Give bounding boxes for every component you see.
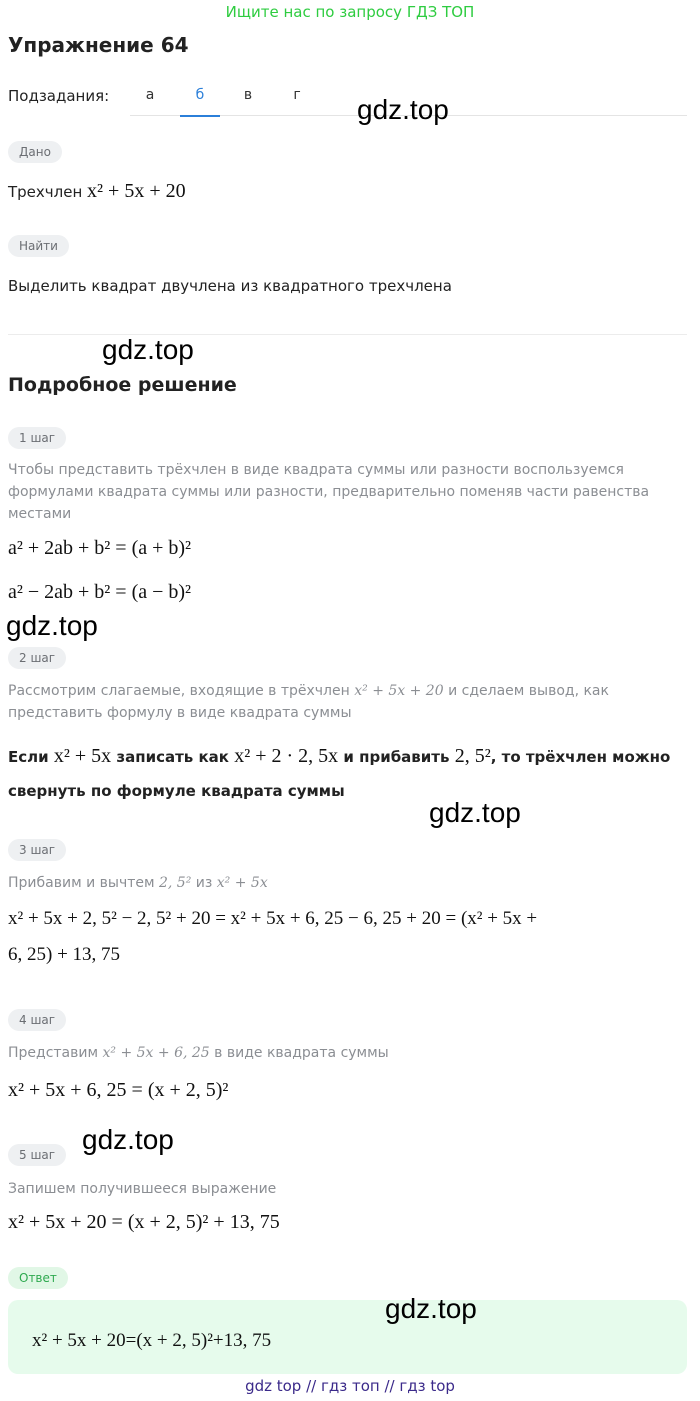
step3-text-b: из bbox=[191, 875, 217, 891]
watermark: gdz.top bbox=[6, 610, 98, 641]
watermark: gdz.top bbox=[429, 797, 521, 828]
step2-bold-b: записать как bbox=[111, 748, 235, 766]
find-text: Выделить квадрат двучлена из квадратного трехчлена bbox=[8, 277, 452, 295]
step1-eq1: a² + 2ab + b² = (a + b)² bbox=[8, 537, 192, 559]
watermark: gdz.top bbox=[102, 334, 194, 365]
step2-text-a: Рассмотрим слагаемые, входящие в трёхчлен bbox=[8, 683, 355, 699]
step1-text: Чтобы представить трёхчлен в виде квадрата суммы или разности воспользуемся формулами квадрата суммы или разности, предварительно поменяв части равенства местами bbox=[8, 462, 650, 522]
tab-v[interactable]: в bbox=[243, 87, 253, 103]
given-text bbox=[8, 180, 186, 203]
step2-bold-c: и прибавить bbox=[338, 748, 455, 766]
answer-eq: x² + 5x + 20=(x + 2, 5)²+13, 75 bbox=[32, 1330, 272, 1351]
step2-expr: x² + 5x + 20 bbox=[354, 683, 444, 699]
page-title: Упражнение 64 bbox=[8, 33, 189, 57]
step4-pill: 4 шаг bbox=[8, 1009, 66, 1031]
solution-title: Подробное решение bbox=[8, 374, 237, 396]
step2-bold-a: Если bbox=[8, 748, 54, 766]
step5-text: Запишем получившееся выражение bbox=[8, 1181, 277, 1197]
step2-text bbox=[8, 680, 673, 724]
step1-eq2: a² − 2ab + b² = (a − b)² bbox=[8, 581, 192, 603]
step3-expr1: 2, 5² bbox=[159, 875, 192, 891]
tab-b[interactable]: б bbox=[180, 87, 220, 117]
step4-text bbox=[8, 1042, 389, 1064]
step4-text-b: в виде квадрата суммы bbox=[209, 1045, 389, 1061]
step5-pill: 5 шаг bbox=[8, 1144, 66, 1166]
step2-bold bbox=[8, 739, 696, 808]
watermark: gdz.top bbox=[385, 1293, 477, 1324]
answer-pill: Ответ bbox=[8, 1267, 68, 1289]
step3-eq-line1: x² + 5x + 2, 5² − 2, 5² + 20 = x² + 5x + 6, 25 − 6, 25 + 20 = (x² + 5x + bbox=[8, 908, 538, 929]
watermark: gdz.top bbox=[357, 94, 449, 125]
step2-bold-expr2: x² + 2 · 2, 5x bbox=[234, 745, 339, 767]
step4-text-a: Представим bbox=[8, 1045, 103, 1061]
given-pill: Дано bbox=[8, 141, 62, 163]
given-prefix: Трехчлен bbox=[8, 183, 88, 201]
step2-bold-expr1: x² + 5x bbox=[53, 745, 112, 767]
top-banner: Ищите нас по запросу ГДЗ ТОП bbox=[225, 3, 475, 21]
step5-eq: x² + 5x + 20 = (x + 2, 5)² + 13, 75 bbox=[8, 1211, 280, 1233]
watermark: gdz.top bbox=[82, 1124, 174, 1155]
given-expr: x² + 5x + 20 bbox=[87, 180, 186, 202]
step3-eq-line2: 6, 25) + 13, 75 bbox=[8, 944, 121, 965]
step2-text-b: и сделаем вывод, как представить формулу в виде квадрата суммы bbox=[8, 683, 609, 721]
subtasks-label: Подзадания: bbox=[8, 87, 110, 105]
step3-expr2: x² + 5x bbox=[216, 875, 268, 891]
find-pill: Найти bbox=[8, 235, 69, 257]
footer-links[interactable]: gdz top // гдз топ // гдз top bbox=[245, 1377, 455, 1395]
step2-bold-d: , то трёхчлен можно свернуть по формуле квадрата суммы bbox=[8, 748, 671, 800]
step2-pill: 2 шаг bbox=[8, 647, 66, 669]
step3-text bbox=[8, 872, 268, 894]
step1-pill: 1 шаг bbox=[8, 427, 66, 449]
tab-a[interactable]: а bbox=[145, 87, 155, 103]
tab-g[interactable]: г bbox=[293, 87, 301, 103]
step4-expr: x² + 5x + 6, 25 bbox=[102, 1045, 210, 1061]
step2-bold-expr3: 2, 5² bbox=[454, 745, 491, 767]
step4-eq: x² + 5x + 6, 25 = (x + 2, 5)² bbox=[8, 1079, 229, 1101]
step3-pill: 3 шаг bbox=[8, 839, 66, 861]
step3-text-a: Прибавим и вычтем bbox=[8, 875, 159, 891]
